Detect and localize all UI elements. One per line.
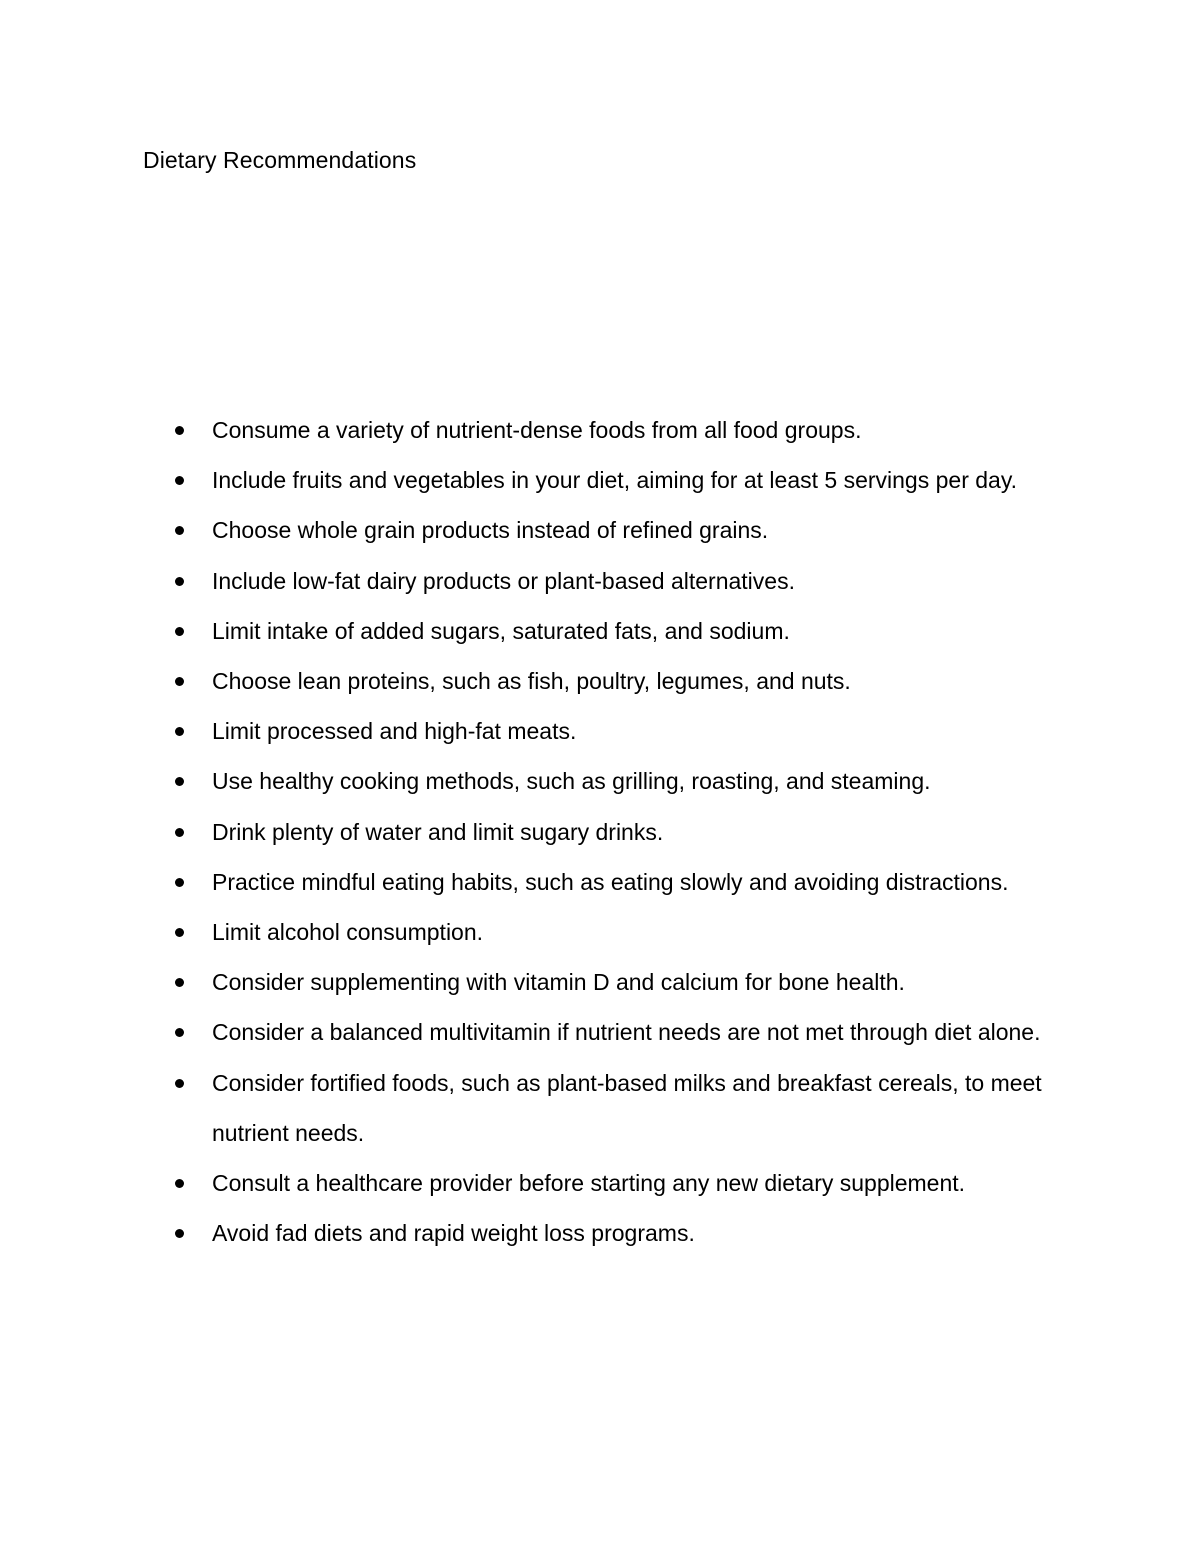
list-item-text: Consult a healthcare provider before starting any new dietary supplement. <box>212 1170 966 1197</box>
bullet-icon <box>175 627 184 636</box>
bullet-icon <box>175 677 184 686</box>
list-item <box>212 957 1072 1007</box>
bullet-icon <box>175 828 184 837</box>
list-item <box>212 807 1072 857</box>
bullet-icon <box>175 1179 184 1188</box>
list-item <box>212 556 1072 606</box>
list-item <box>212 907 1072 957</box>
list-item <box>212 756 1072 806</box>
bullet-icon <box>175 426 184 435</box>
bullet-icon <box>175 928 184 937</box>
list-item-text: Limit intake of added sugars, saturated fats, and sodium. <box>212 617 790 644</box>
bullet-icon <box>175 526 184 535</box>
bullet-icon <box>175 476 184 485</box>
bullet-icon <box>175 1079 184 1088</box>
list-item <box>212 1208 1072 1258</box>
list-item <box>212 1158 1072 1208</box>
list-item-text: Avoid fad diets and rapid weight loss programs. <box>212 1220 695 1247</box>
recommendations-list <box>212 405 1072 1258</box>
list-item-text: Consider a balanced multivitamin if nutrient needs are not met through diet alone. <box>212 1019 1041 1046</box>
list-item <box>212 455 1072 505</box>
list-item <box>212 505 1072 555</box>
list-item-text: Consider fortified foods, such as plant-based milks and breakfast cereals, to meet nutrient needs. <box>212 1069 1042 1146</box>
bullet-icon <box>175 878 184 887</box>
bullet-icon <box>175 1229 184 1238</box>
list-item <box>212 706 1072 756</box>
list-item <box>212 405 1072 455</box>
page-title: Dietary Recommendations <box>143 147 417 173</box>
list-item-text: Drink plenty of water and limit sugary drinks. <box>212 818 664 845</box>
bullet-icon <box>175 777 184 786</box>
list-item-text: Use healthy cooking methods, such as grilling, roasting, and steaming. <box>212 768 931 795</box>
list-item-text: Practice mindful eating habits, such as eating slowly and avoiding distractions. <box>212 868 1009 895</box>
list-item-text: Choose lean proteins, such as fish, poultry, legumes, and nuts. <box>212 668 851 695</box>
bullet-icon <box>175 727 184 736</box>
list-item-text: Consider supplementing with vitamin D and calcium for bone health. <box>212 969 905 996</box>
list-item-text: Choose whole grain products instead of refined grains. <box>212 517 769 544</box>
list-item <box>212 1007 1072 1057</box>
list-item <box>212 857 1072 907</box>
list-item <box>212 656 1072 706</box>
list-item-text: Limit processed and high-fat meats. <box>212 718 577 745</box>
list-item-text: Include low-fat dairy products or plant-based alternatives. <box>212 567 795 594</box>
bullet-icon <box>175 577 184 586</box>
list-item <box>212 606 1072 656</box>
list-item-text: Consume a variety of nutrient-dense foods from all food groups. <box>212 417 862 443</box>
bullet-icon <box>175 978 184 987</box>
bullet-icon <box>175 1028 184 1037</box>
list-item-text: Limit alcohol consumption. <box>212 919 484 946</box>
list-item-text: Include fruits and vegetables in your diet, aiming for at least 5 servings per day. <box>212 467 1018 494</box>
list-item <box>212 1058 1072 1158</box>
